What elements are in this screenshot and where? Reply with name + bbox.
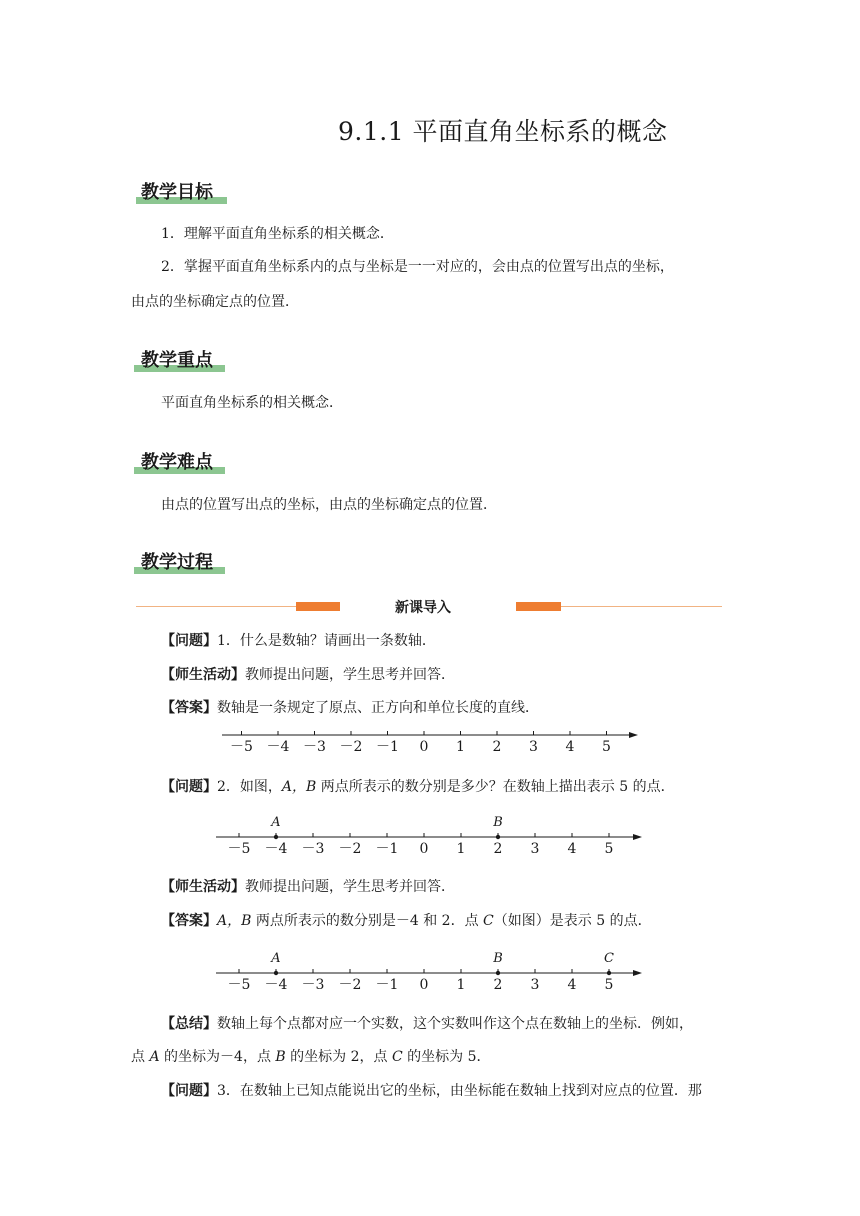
point-label-text: A: [149, 1049, 160, 1065]
question-text: 2．如图，: [217, 779, 282, 795]
summary-text: 的坐标为 2，点: [290, 1049, 388, 1065]
section-heading-objectives: 教学目标: [141, 182, 213, 203]
point-label-text: B: [275, 1049, 286, 1065]
tick-label: －2: [338, 841, 362, 857]
question-text: 1．什么是数轴？请画出一条数轴．: [217, 633, 436, 649]
tick-label: 3: [530, 841, 540, 857]
point-b-label: B: [493, 815, 503, 830]
tick-label: 2: [493, 841, 503, 857]
point-b-label: B: [493, 951, 503, 966]
tick-label: －4: [264, 977, 288, 993]
objective-item-2-line-2: 由点的坐标确定点的位置．: [131, 294, 299, 310]
divider-line-right: [561, 606, 722, 607]
point-label-text: B: [306, 779, 321, 795]
question-text: 两点所表示的数分别是多少？在数轴上描出表示 5 的点．: [320, 779, 675, 795]
question-tag: 【问题】: [161, 633, 217, 649]
activity-tag: 【师生活动】: [161, 667, 245, 683]
activity-text: 教师提出问题，学生思考并回答．: [245, 667, 455, 683]
tick-label: 4: [565, 739, 575, 755]
question-1: [161, 631, 436, 651]
key-points-text: 平面直角坐标系的相关概念．: [161, 395, 343, 411]
point-c-label: C: [604, 951, 614, 966]
tick-label: 5: [604, 841, 614, 857]
tick-label: －3: [301, 977, 325, 993]
point-a-dot: [274, 971, 278, 975]
summary-line-2: [131, 1047, 491, 1067]
axis-arrow: [633, 834, 642, 840]
tick-label: 1: [456, 739, 465, 755]
summary-text: 的坐标为－4，点: [164, 1049, 271, 1065]
tick-label: 4: [567, 841, 577, 857]
number-line-2: [210, 810, 650, 860]
summary-tag: 【总结】: [161, 1016, 217, 1032]
tick-label: 5: [604, 977, 614, 993]
number-line-3: [210, 946, 650, 996]
tick-label: 5: [602, 739, 611, 755]
divider-line-left: [136, 606, 296, 607]
tick-label: －4: [264, 841, 288, 857]
axis-arrow: [629, 732, 638, 738]
question-text: 3．在数轴上已知点能说出它的坐标，由坐标能在数轴上找到对应点的位置．那: [217, 1083, 702, 1099]
section-heading-difficulties: 教学难点: [141, 452, 213, 473]
point-label-text: C: [483, 913, 494, 929]
answer-2: [161, 911, 652, 931]
point-a-dot: [274, 835, 278, 839]
page-title: 9.1.1 平面直角坐标系的概念: [338, 117, 668, 146]
tick-label: 2: [493, 977, 503, 993]
summary-line-1: [161, 1014, 693, 1034]
number-line-1: [210, 724, 650, 758]
answer-tag: 【答案】: [161, 700, 217, 716]
tick-label: 3: [530, 977, 540, 993]
point-b-dot: [496, 971, 500, 975]
section-heading-key-points: 教学重点: [141, 350, 213, 371]
divider-block-left: [296, 602, 340, 611]
tick-label: －2: [338, 977, 362, 993]
objective-item-1: 1．理解平面直角坐标系的相关概念．: [161, 226, 394, 242]
tick-label: 2: [492, 739, 502, 755]
answer-text: 数轴是一条规定了原点、正方向和单位长度的直线．: [217, 700, 539, 716]
tick-label: －3: [301, 841, 325, 857]
point-a-label: A: [271, 951, 281, 966]
tick-label: 1: [456, 841, 466, 857]
answer-tag: 【答案】: [161, 913, 217, 929]
tick-label: －1: [375, 841, 399, 857]
tick-label: －5: [227, 977, 251, 993]
tick-label: 0: [419, 739, 429, 755]
summary-text: 的坐标为 5．: [407, 1049, 491, 1065]
question-2: [161, 777, 675, 797]
summary-text: 点: [131, 1049, 145, 1065]
tick-label: 0: [419, 841, 429, 857]
tick-label: －1: [375, 977, 399, 993]
point-c-dot: [607, 971, 611, 975]
point-label-text: C: [391, 1049, 403, 1065]
section-heading-process: 教学过程: [141, 552, 213, 573]
activity-text: 教师提出问题，学生思考并回答．: [245, 879, 455, 895]
activity-tag: 【师生活动】: [161, 879, 245, 895]
difficulties-text: 由点的位置写出点的坐标，由点的坐标确定点的位置．: [161, 497, 497, 513]
divider-block-right: [516, 602, 561, 611]
axis-arrow: [633, 970, 642, 976]
tick-label: 1: [456, 977, 466, 993]
question-tag: 【问题】: [161, 779, 217, 795]
activity-1: [161, 665, 455, 685]
tick-label: －3: [303, 739, 326, 755]
tick-label: －4: [266, 739, 290, 755]
tick-label: 4: [567, 977, 577, 993]
question-3: [161, 1081, 702, 1101]
intro-title: 新课导入: [395, 600, 451, 616]
question-tag: 【问题】: [161, 1083, 217, 1099]
activity-2: [161, 877, 455, 897]
point-a-label: A: [271, 815, 281, 830]
answer-1: [161, 698, 539, 718]
tick-label: －5: [227, 841, 251, 857]
point-label-text: B: [241, 913, 256, 929]
answer-text: 两点所表示的数分别是－4 和 2．点: [255, 913, 479, 929]
objective-item-2-line-1: 2．掌握平面直角坐标系内的点与坐标是一一对应的，会由点的位置写出点的坐标，: [161, 259, 674, 275]
tick-label: －5: [230, 739, 253, 755]
tick-label: 0: [419, 977, 429, 993]
tick-label: －1: [376, 739, 399, 755]
tick-label: 3: [529, 739, 538, 755]
point-label-text: A，: [281, 779, 307, 795]
summary-text: 数轴上每个点都对应一个实数，这个实数叫作这个点在数轴上的坐标．例如，: [217, 1016, 693, 1032]
answer-text: （如图）是表示 5 的点．: [493, 913, 652, 929]
point-label-text: A，: [217, 913, 242, 929]
tick-label: －2: [339, 739, 363, 755]
point-b-dot: [496, 835, 500, 839]
